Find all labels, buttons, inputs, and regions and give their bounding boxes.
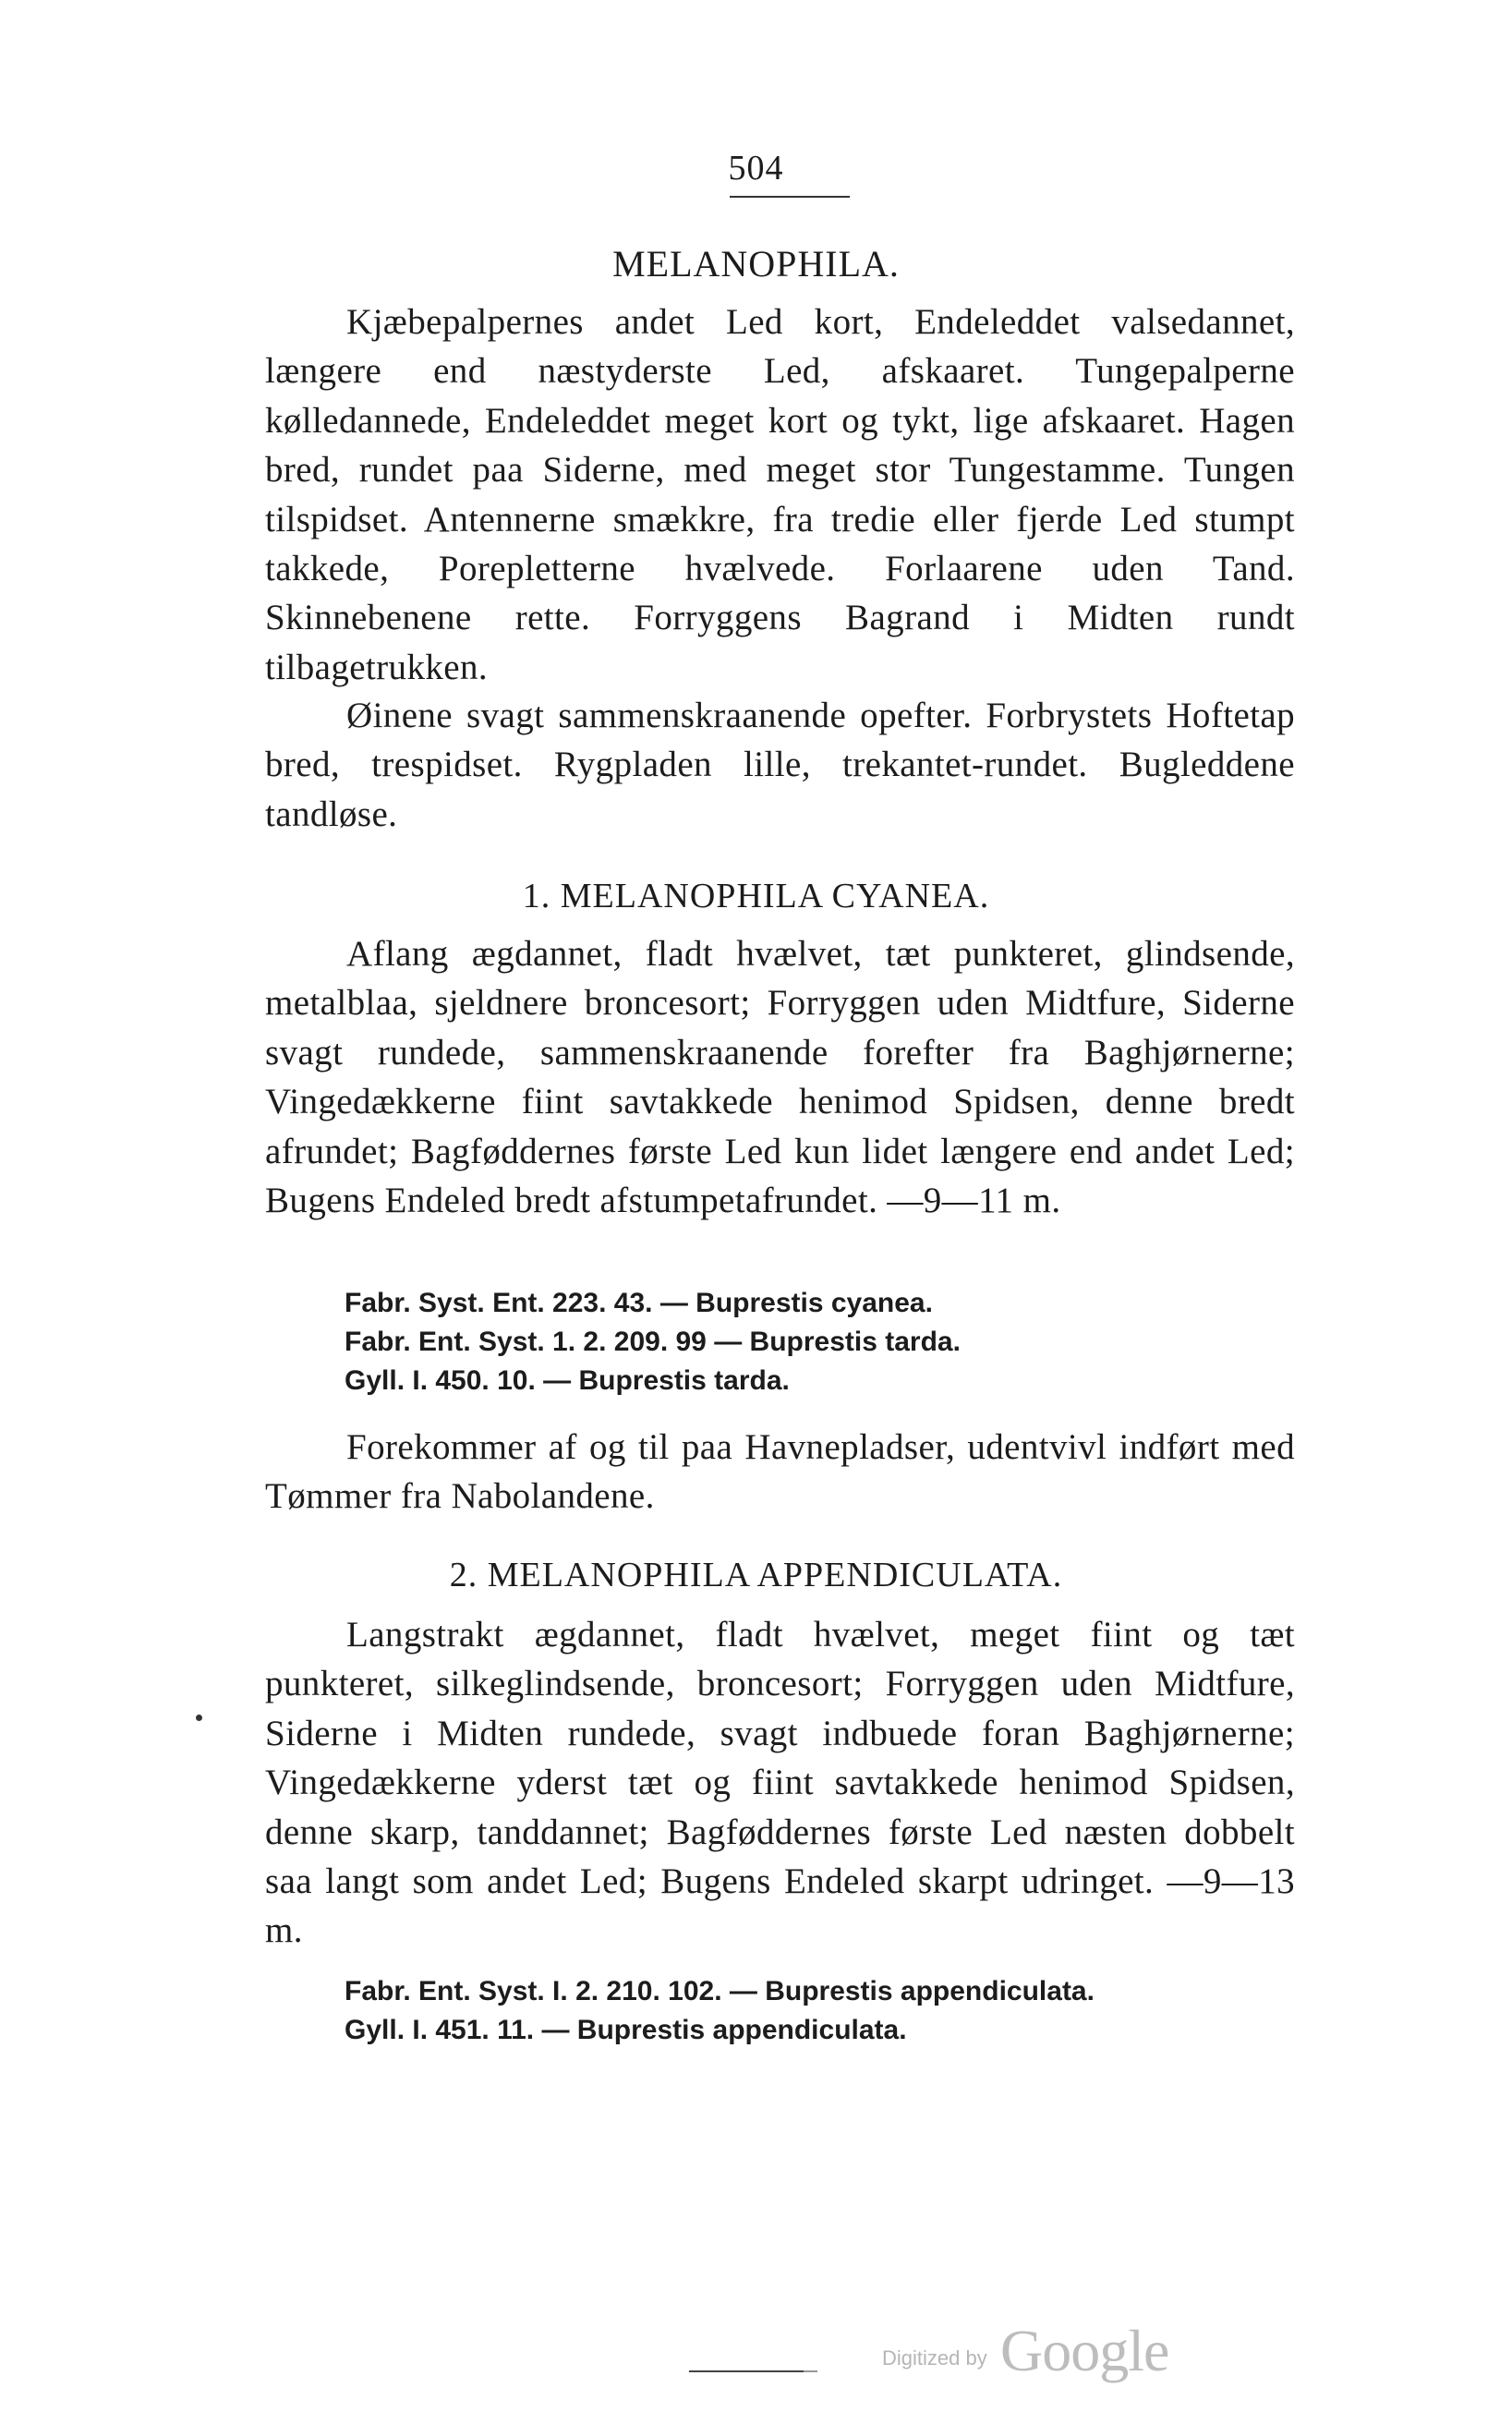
species-2-description: Langstrakt ægdannet, fladt hvælvet, meget fiint og tæt punkteret, silkeglindsende, broncesort; Forryggen uden Midtfure, Siderne i Midten rundede, svagt indbuede foran Baghjørnerne; Vingedækkerne yderst tæt og fiint savtakkede henimod Spidsen, denne skarp, tanddannet; Bagføddernes første Led næsten dobbelt saa langt som andet Led; Bugens Endeled skarpt udringet. —9—13 m. (265, 1615, 1295, 1951)
reference-line: Gyll. I. 451. 11. — Buprestis appendiculata. (345, 2015, 907, 2045)
margin-mark (196, 1715, 202, 1721)
genus-description: Kjæbepalpernes andet Led kort, Endeleddet valsedannet, længere end næstyderste Led, afskaaret. Tungepalperne kølledannede, Endeleddet meget kort og tykt, lige afskaaret. Hagen bred, rundet paa Siderne, med meget stor Tungestamme. Tungen tilspidset. Antennerne smækkre, fra tredie eller fjerde Led stumpt takkede, Porepletterne hvælvede. Forlaarene uden Tand. Skinnebenene rette. Forryggens Bagrand i Midten rundt tilbagetrukken. (265, 302, 1295, 687)
species-2-heading: 2. MELANOPHILA APPENDICULATA. (449, 1556, 1063, 1594)
genus-heading: MELANOPHILA. (612, 243, 900, 285)
species-1-references (345, 1284, 961, 1400)
species-1-occurrence: Forekommer af og til paa Havnepladser, udentvivl indført med Tømmer fra Nabolandene. (265, 1427, 1295, 1517)
footer-rule-short (804, 2370, 817, 2372)
species-1-description: Aflang ægdannet, fladt hvælvet, tæt punkteret, glindsende, metalblaa, sjeldnere broncesort; Forryggen uden Midtfure, Siderne svagt rundede, sammenskraanende forefter fra Baghjørnerne; Vingedækkerne fiint savtakkede henimod Spidsen, denne bredt afrundet; Bagføddernes første Led kun lidet længere end andet Led; Bugens Endeled bredt afstumpetafrundet. —9—11 m. (265, 934, 1295, 1221)
google-logo: Google (1000, 2318, 1169, 2383)
page-number-rule (730, 196, 850, 198)
reference-line: Fabr. Syst. Ent. 223. 43. — Buprestis cyanea. (345, 1288, 933, 1318)
digitized-by-label: Digitized by (882, 2346, 987, 2370)
reference-line: Fabr. Ent. Syst. I. 2. 210. 102. — Buprestis appendiculata. (345, 1976, 1095, 2006)
species-1-heading: 1. MELANOPHILA CYANEA. (522, 877, 990, 915)
footer-rule (689, 2370, 809, 2372)
page-number: 504 (728, 149, 784, 188)
reference-line: Gyll. I. 450. 10. — Buprestis tarda. (345, 1365, 790, 1396)
reference-line: Fabr. Ent. Syst. 1. 2. 209. 99 — Buprestis tarda. (345, 1327, 961, 1357)
species-2-references (345, 1972, 1095, 2050)
genus-description-2: Øinene svagt sammenskraanende opefter. Forbrystets Hoftetap bred, trespidset. Rygpladen lille, trekantet-rundet. Bugleddene tandløse. (265, 696, 1295, 834)
